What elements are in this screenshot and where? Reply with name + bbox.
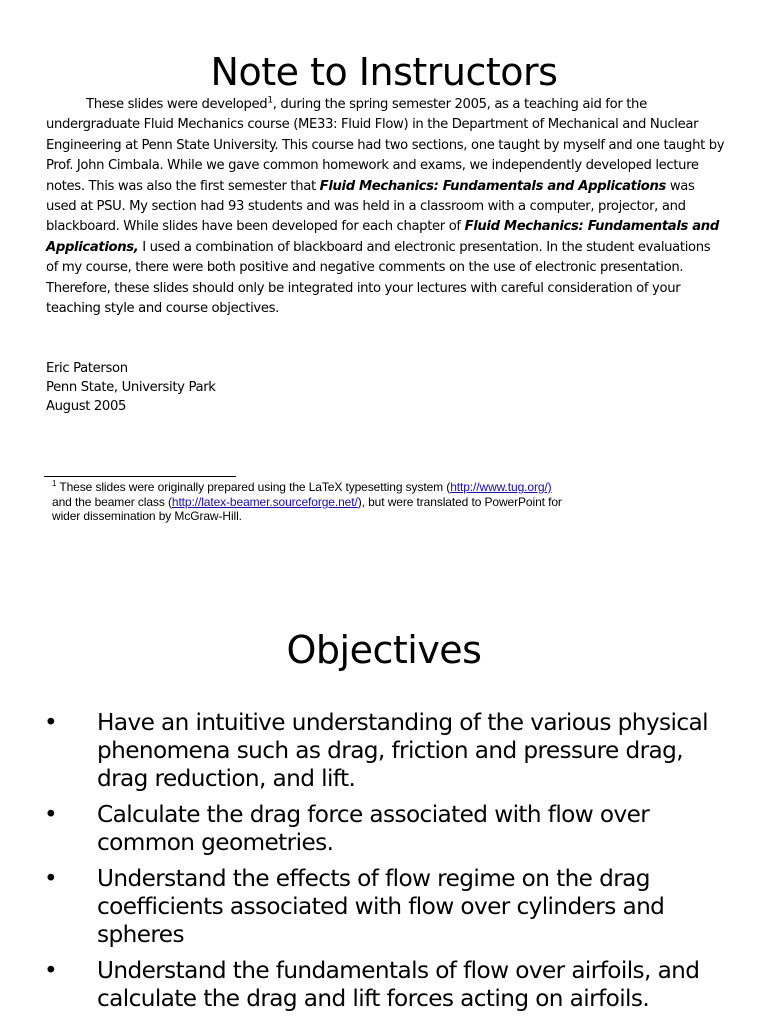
footnote-text-1: These slides were originally prepared using the LaTeX typesetting system ( <box>56 480 451 494</box>
footnote-text-4: wider dissemination by McGraw-Hill. <box>52 509 242 524</box>
objective-text: Understand the fundamentals of flow over airfoils, and calculate the drag and lift forces acting on airfoils. <box>97 957 700 1012</box>
objective-item <box>44 801 734 857</box>
paragraph-text-4: I used a combination of blackboard and electronic presentation. In the student evaluations of my course, there were both positive and negative comments on the use of electronic presentation. Therefore, these slides should only be integrated into your lectures with careful consideration of your teaching style and course objectives. <box>46 239 711 317</box>
footnote-divider <box>44 476 236 477</box>
tug-link[interactable]: http://www.tug.org/) <box>450 480 552 494</box>
latex-beamer-link[interactable]: http://latex-beamer.sourceforge.net/ <box>171 494 358 509</box>
author-name: Eric Paterson <box>46 361 128 376</box>
footnote-text-3: ), but were translated to PowerPoint for <box>357 494 562 509</box>
bullet-icon: • <box>44 709 58 736</box>
bullet-icon: • <box>44 801 58 828</box>
slide-objectives <box>0 560 768 1024</box>
paragraph-text-1: These slides were developed <box>86 97 268 112</box>
instructor-note-paragraph <box>46 95 726 319</box>
objective-text: Understand the effects of flow regime on the drag coefficients associated with flow over cylinders and spheres <box>97 865 665 948</box>
footnote-line <box>52 509 672 524</box>
bullet-icon: • <box>44 957 58 984</box>
paragraph-text-2: , during the spring semester 2005, as a teaching aid for the undergraduate Fluid Mechanics course (ME33: Fluid Flow) in the Department of Mechanical and Nuclear Engineering at Penn State University. This course had two sections, one taught by myself and one taught by Prof. John Cimbala. While we gave common homework and exams, we independently developed lecture notes. This was also the first semester that <box>46 97 725 194</box>
objective-text: Have an intuitive understanding of the various physical phenomena such as drag, friction and pressure drag, drag reduction, and lift. <box>97 709 708 792</box>
footnote-marker: 1 <box>52 479 57 488</box>
objective-item <box>44 865 734 949</box>
book-title: Fluid Mechanics: Fundamentals and Applications, <box>46 219 719 255</box>
objective-item <box>44 709 734 793</box>
footnote <box>52 480 672 524</box>
footnote-line <box>52 495 672 510</box>
objective-text: Calculate the drag force associated with flow over common geometries. <box>97 801 650 856</box>
note-date: August 2005 <box>46 399 127 414</box>
author-affiliation: Penn State, University Park <box>46 380 216 395</box>
book-title: Fluid Mechanics: Fundamentals and Applications <box>319 178 667 194</box>
slide-title: Note to Instructors <box>210 50 558 94</box>
objective-item <box>44 957 734 1013</box>
paragraph-text-3: was used at PSU. My section had 93 students and was held in a classroom with a computer, projector, and blackboard. While slides have been developed for each chapter of <box>46 178 695 235</box>
bullet-icon: • <box>44 865 58 892</box>
footnote-reference: 1 <box>267 95 273 106</box>
footnote-text-2: and the beamer class ( <box>52 494 172 509</box>
footnote-line <box>52 480 672 495</box>
objectives-list <box>44 709 734 1021</box>
slide-title: Objectives <box>286 628 482 672</box>
signature-block <box>46 359 216 416</box>
